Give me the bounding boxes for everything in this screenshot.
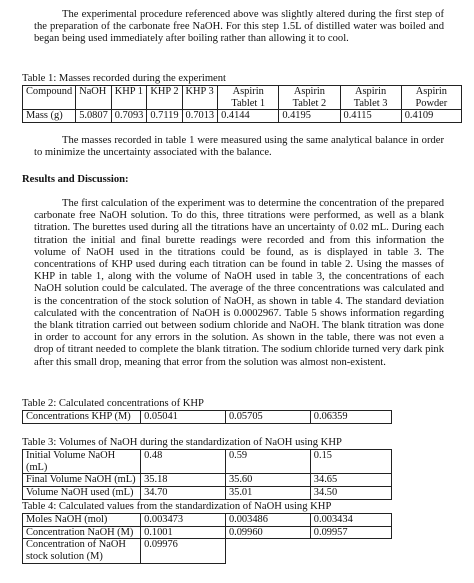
table-cell: 5.0807 [76,110,112,123]
table-cell: 35.60 [225,474,310,487]
table-cell: 34.65 [310,474,391,487]
table-cell: 0.4109 [401,110,461,123]
row-label: Moles NaOH (mol) [23,514,141,527]
table-cell: 35.01 [225,486,310,499]
table2-section [22,398,392,424]
row-label: Initial Volume NaOH (mL) [23,450,141,474]
table-row [23,526,392,539]
table-header-cell: KHP 2 [147,86,182,110]
table-row [23,539,392,563]
table-cell: 0.06359 [310,411,391,424]
khp-concentrations-table [22,410,392,424]
table-cell: 0.4144 [218,110,279,123]
table-cell: 0.59 [225,450,310,474]
table-cell: 0.1001 [141,526,226,539]
table-header-cell: Aspirin Powder [401,86,461,110]
table-cell: 0.4195 [279,110,340,123]
table4-caption: Table 4: Calculated values from the standardization of NaOH using KHP [22,501,332,512]
discussion-paragraph: The first calculation of the experiment was to determine the concentration of the prepared carbonate free NaOH solution. To do this, three titrations were performed, as well as a blank titration. The burettes used during all the titrations have an uncertainty of 0.02 mL. During each titration the initial and final burette readings were recorded and from this information the volume of NaOH used in the titrations could be found, as is displayed in table 3. The concentrations of KHP used during each titration can be found in table 2. Using the masses of KHP in table 1, along with the volume of NaOH used in table 3, the concentrations of each NaOH solution could be calculated. The average of the three concentrations was calculated and is the concentration of the stock solution of NaOH, as shown in table 4. The standard deviation calculated with the concentration of NaOH is 0.0002967. Table 5 shows information regarding the blank titration carried out between sodium chloride and NaOH. The blank titration was done in order to account for any errors in the solution. As shown in the table, there was not even a drop of titrant needed to complete the blank titration. The sodium chloride turned very dark pink after this small drop, meaning that error from the solution was almost non-existent. [34,198,444,368]
table-cell: 0.09976 [141,539,226,563]
table-cell: 0.48 [141,450,226,474]
table-header-cell: Aspirin Tablet 2 [279,86,340,110]
masses-table [22,85,462,123]
row-label: Mass (g) [23,110,76,123]
table-cell: 0.003434 [310,514,391,527]
table-header-row [23,86,462,110]
table-header-cell: KHP 3 [182,86,218,110]
discussion-section [34,198,444,369]
empty-cell [310,539,391,563]
row-label: Volume NaOH used (mL) [23,486,141,499]
row-label: Concentration NaOH (M) [23,526,141,539]
table-row [23,450,392,474]
table-cell: 0.003473 [141,514,226,527]
table-header-cell: Compound [23,86,76,110]
note-section [34,135,444,159]
naoh-volumes-table [22,449,392,499]
table4-section [22,501,392,564]
row-label: Concentration of NaOH stock solution (M) [23,539,141,563]
table-cell: 0.15 [310,450,391,474]
table3-caption: Table 3: Volumes of NaOH during the standardization of NaOH using KHP [22,437,342,448]
table-cell: 0.05041 [141,411,226,424]
table2-caption: Table 2: Calculated concentrations of KHP [22,398,204,409]
table-cell: 35.18 [141,474,226,487]
table-header-cell: NaOH [76,86,112,110]
results-section [22,174,432,186]
table-header-cell: Aspirin Tablet 1 [218,86,279,110]
table-cell: 0.7013 [182,110,218,123]
row-label: Concentrations KHP (M) [23,411,141,424]
note-paragraph: The masses recorded in table 1 were measured using the same analytical balance in order to minimize the uncertainty associated with the balance. [34,135,444,159]
table-cell: 34.50 [310,486,391,499]
table-cell: 0.09957 [310,526,391,539]
table-cell: 0.003486 [225,514,310,527]
intro-section [34,9,444,46]
table-row [23,110,462,123]
table-cell: 0.05705 [225,411,310,424]
table-cell: 0.4115 [340,110,401,123]
empty-cell [225,539,310,563]
table-row [23,486,392,499]
row-label: Final Volume NaOH (mL) [23,474,141,487]
standardization-table [22,513,392,563]
table-row [23,514,392,527]
table-cell: 34.70 [141,486,226,499]
table-cell: 0.7093 [111,110,147,123]
table-header-cell: Aspirin Tablet 3 [340,86,401,110]
table1-section [22,73,462,123]
intro-paragraph: The experimental procedure referenced above was slightly altered during the first step of the preparation of the carbonate free NaOH. For this step 1.5L of distilled water was boiled and began being used immediately after boiling rather than allowing it to cool. [34,9,444,45]
table-header-cell: KHP 1 [111,86,147,110]
table1-caption: Table 1: Masses recorded during the experiment [22,73,227,84]
results-heading: Results and Discussion: [22,174,129,185]
table-cell: 0.7119 [147,110,182,123]
table-cell: 0.09960 [225,526,310,539]
table-row [23,411,392,424]
table3-section [22,437,392,500]
table-row [23,474,392,487]
